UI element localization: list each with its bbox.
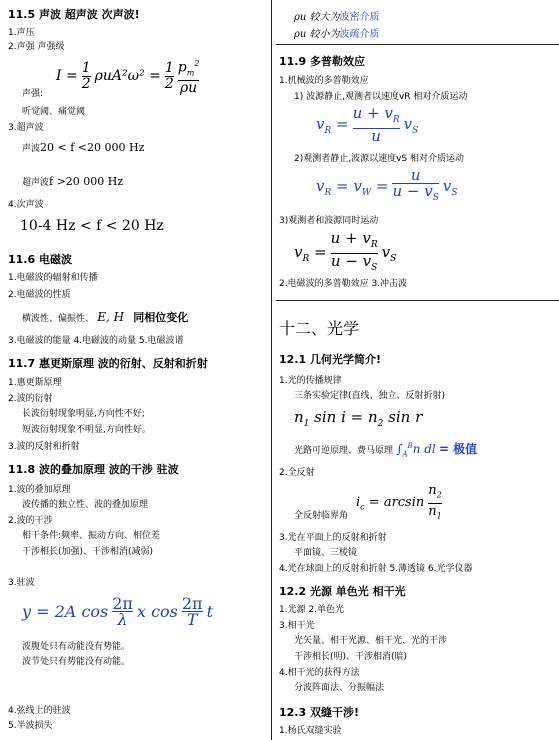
list-item: 波节处只有势能没有动能。 — [22, 657, 131, 667]
doppler-formula-2: $v_R = v_W$ = $\frac{u}{u - v_S}$ $v_S$ — [316, 168, 458, 206]
list-item: 1.惠更斯原理 — [8, 378, 62, 388]
list-item: 三条实验定律(直线、独立、反射折射) — [294, 391, 446, 401]
list-item: 2.电磁波的多普勒效应 3.冲击波 — [279, 279, 408, 289]
fermat-principle — [294, 440, 477, 458]
extremum: = 极值 — [438, 442, 478, 456]
list-item: 4.弦线上的驻波 — [8, 706, 71, 716]
list-item: 2.全反射 — [279, 468, 315, 478]
list-item: 3.超声波 — [8, 123, 44, 133]
list-item: 波腹处只有动能没有势能。 — [22, 642, 131, 652]
list-item: 相干条件:频率、振动方向、相位差 — [22, 531, 161, 541]
list-item: 1.声压 — [8, 28, 35, 38]
intensity-formula: I = $\frac{1}{2}$ ρuA²ω² = $\frac{1}{2}$ $\frac{p_m^2}{\rho u}$ — [56, 59, 200, 97]
list-item: 3.相干光 — [279, 621, 315, 631]
sound-label: 声波 — [22, 144, 41, 154]
list-item: 2.波的衍射 — [8, 394, 53, 404]
list-item: 短波衍射现象不明显,方向性好。 — [22, 425, 151, 435]
sound-wave-range — [22, 141, 144, 155]
section-title-11-7: 11.7 惠更斯原理 波的衍射、反射和折射 — [8, 357, 208, 370]
section-title-11-8: 11.8 波的叠加原理 波的干涉 驻波 — [8, 463, 179, 476]
right-column — [276, 0, 559, 740]
critical-angle-label: 全反射临界角 — [294, 511, 349, 521]
list-item: 1.光源 2.单色光 — [279, 605, 345, 615]
thinner-medium: ρu 较小为波疏介质 — [294, 29, 380, 40]
ultrasound-range — [22, 175, 123, 189]
list-item: 1.杨氏双缝实验 — [279, 726, 342, 736]
reversibility-text: 光路可逆原理、费马原理 — [294, 446, 394, 456]
ultra-label: 超声波 — [22, 178, 50, 188]
field-vectors: E, H — [97, 310, 125, 324]
same-phase: 同相位变化 — [133, 311, 189, 324]
fermat-integral: $\int_A^Bn$ dl — [396, 442, 436, 459]
list-item: 听觉阈、痛觉阈 — [22, 107, 86, 117]
doppler-formula-3: $v_R$ = $\frac{u + v_R}{u - v_S}$ $v_S$ — [294, 231, 396, 276]
standing-wave-formula: y = 2A cos $\frac{2\pi}{\lambda}$ x cos $\frac{2\pi}{T}$ t — [22, 594, 214, 629]
chapter-title: 十二、光学 — [279, 319, 360, 338]
list-item: 平面镜、三棱镜 — [294, 548, 358, 558]
snell-law-formula: $n_1$ $\sin i = n_2$ sin r — [294, 408, 423, 429]
infrasound-range: 10-4 Hz < f < 20 Hz — [20, 218, 164, 234]
list-item: 干涉相长(加强)、干涉相消(减弱) — [22, 547, 154, 557]
list-item: 2.电磁波的性质 — [8, 290, 71, 300]
list-item: 3)观测者和波源同时运动 — [279, 216, 379, 226]
list-item: 1.光的传播规律 — [279, 376, 342, 386]
list-item: 干涉相长(明)、干涉相消(暗) — [294, 652, 408, 662]
denser-medium: ρu 较大为波密介质 — [294, 12, 380, 23]
list-item: 3.电磁波的能量 4.电磁波的动量 5.电磁波谱 — [8, 336, 184, 346]
section-title-11-6: 11.6 电磁波 — [8, 253, 72, 266]
list-item: 2.波的干涉 — [8, 516, 53, 526]
section-title-11-5: 11.5 声波 超声波 次声波! — [8, 8, 140, 21]
em-properties — [22, 309, 188, 325]
list-item: 1.机械波的多普勒效应 — [279, 76, 369, 86]
list-item: 光矢量、相干光源、相干光、光的干涉 — [294, 636, 448, 646]
list-item: 2)观测者静止,波源以速度vS 相对介质运动 — [294, 154, 464, 164]
list-item: 1.波的叠加原理 — [8, 485, 71, 495]
list-item: 4.次声波 — [8, 200, 44, 210]
list-item: 3.驻波 — [8, 578, 35, 588]
list-item: 1.电磁波的辐射和传播 — [8, 273, 98, 283]
sound-range: 20 < f <20 000 Hz — [40, 141, 145, 154]
column-divider — [271, 0, 272, 740]
section-title-12-2: 12.2 光源 单色光 相干光 — [279, 585, 406, 598]
section-title-12-1: 12.1 几何光学简介! — [279, 353, 381, 366]
list-item: 4.光在球面上的反射和折射 5.薄透镜 6.光学仪器 — [279, 564, 473, 574]
list-item: 长波衍射现象明显,方向性不好; — [22, 409, 145, 419]
list-item: 波传播的独立性、波的叠加原理 — [22, 500, 149, 510]
section-title-11-9: 11.9 多普勒效应 — [279, 55, 365, 68]
list-item: 4.相干光的获得方法 — [279, 668, 360, 678]
left-column — [0, 0, 270, 740]
properties-text: 横波性、偏振性、 — [22, 314, 95, 324]
divider — [276, 300, 559, 301]
critical-angle-formula: $i_c = \arcsin$ $\frac{n_2}{n_1}$ — [356, 483, 442, 523]
intensity-label: 声强: — [22, 89, 44, 99]
section-title-12-3: 12.3 双缝干涉! — [279, 706, 359, 719]
ultra-range: f >20 000 Hz — [49, 175, 124, 188]
list-item: 3.波的反射和折射 — [8, 442, 80, 452]
divider — [276, 44, 559, 45]
list-item: 5.半波损失 — [8, 721, 53, 731]
list-item: 分波阵面法、分振幅法 — [294, 683, 385, 693]
list-item: 2.声强 声强级 — [8, 42, 65, 52]
list-item: 3.光在平面上的反射和折射 — [279, 533, 387, 543]
list-item: 1) 波源静止,观测者以速度vR 相对介质运动 — [294, 92, 468, 102]
doppler-formula-1: $v_R$ = $\frac{u + v_R}{u}$ $v_S$ — [316, 104, 419, 145]
